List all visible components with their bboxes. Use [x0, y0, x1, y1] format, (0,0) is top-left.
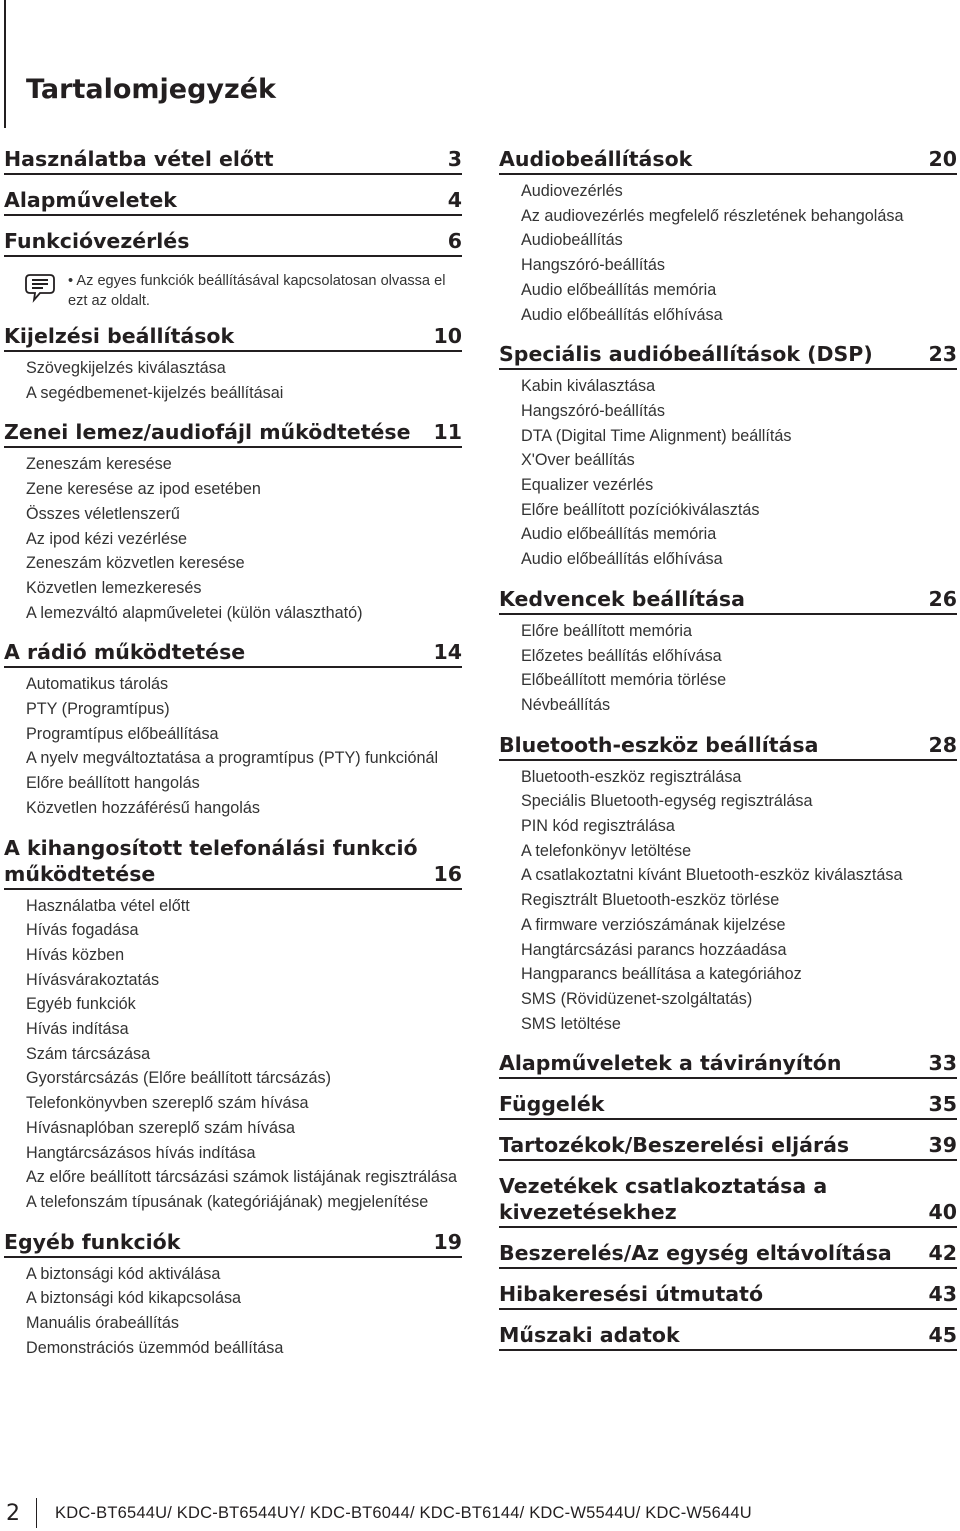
- page-number: 2: [6, 1500, 20, 1526]
- toc-heading-title: Audiobeállítások: [499, 147, 693, 171]
- toc-subitem[interactable]: A segédbemenet-kijelzés beállításai: [26, 383, 284, 402]
- toc-subitem[interactable]: PIN kód regisztrálása: [521, 817, 675, 836]
- toc-heading-title: Funkcióvezérlés: [4, 229, 190, 253]
- toc-heading[interactable]: [4, 146, 462, 175]
- toc-subitem[interactable]: SMS (Rövidüzenet-szolgáltatás): [521, 989, 753, 1008]
- toc-section: [499, 586, 957, 718]
- toc-heading-page: 16: [433, 861, 462, 886]
- toc-subitem[interactable]: A biztonsági kód aktiválása: [26, 1264, 221, 1283]
- note: [4, 269, 462, 311]
- toc-heading-title: Vezetékek csatlakoztatása a kivezetésekhez: [499, 1174, 828, 1225]
- toc-heading[interactable]: [4, 835, 462, 890]
- toc-subitem[interactable]: Közvetlen hozzáférésű hangolás: [26, 798, 260, 817]
- toc-subitem[interactable]: Audio előbeállítás memória: [521, 525, 717, 544]
- toc-heading[interactable]: [4, 187, 462, 216]
- toc-subitem[interactable]: Előre beállított pozíciókiválasztás: [521, 500, 760, 519]
- toc-heading-page: 45: [928, 1323, 957, 1348]
- toc-heading-page: 42: [928, 1241, 957, 1266]
- toc-subitem[interactable]: Demonstrációs üzemmód beállítása: [26, 1338, 284, 1357]
- toc-heading-page: 26: [928, 586, 957, 611]
- toc-heading[interactable]: [499, 586, 957, 615]
- toc-subitems: [4, 894, 462, 1215]
- toc-subitem[interactable]: DTA (Digital Time Alignment) beállítás: [521, 426, 792, 445]
- toc-section: [499, 1281, 957, 1310]
- toc-subitem[interactable]: Előzetes beállítás előhívása: [521, 646, 722, 665]
- toc-subitem[interactable]: Zeneszám közvetlen keresése: [26, 554, 245, 573]
- toc-subitem[interactable]: Zene keresése az ipod esetében: [26, 480, 261, 499]
- toc-subitem[interactable]: Hívásnaplóban szereplő szám hívása: [26, 1118, 296, 1137]
- toc-subitem[interactable]: Hívás fogadása: [26, 921, 139, 940]
- toc-heading-page: 4: [447, 188, 462, 212]
- toc-subitem[interactable]: A telefonkönyv letöltése: [521, 841, 692, 860]
- toc-heading-title: Tartozékok/Beszerelési eljárás: [499, 1133, 850, 1158]
- toc-heading[interactable]: [499, 341, 957, 370]
- toc-heading-page: 40: [928, 1200, 957, 1225]
- toc-subitem[interactable]: Előre beállított hangolás: [26, 774, 200, 793]
- toc-subitem[interactable]: Az előre beállított tárcsázási számok listájának regisztrálása: [26, 1168, 457, 1187]
- toc-section: [4, 323, 462, 405]
- toc-subitem[interactable]: Zeneszám keresése: [26, 455, 172, 474]
- toc-heading-page: 43: [928, 1282, 957, 1307]
- toc-subitem[interactable]: Hívás indítása: [26, 1020, 129, 1039]
- toc-subitem[interactable]: Speciális Bluetooth-egység regisztrálása: [521, 792, 813, 811]
- toc-heading-page: 33: [928, 1051, 957, 1076]
- toc-subitem[interactable]: Használatba vétel előtt: [26, 896, 190, 915]
- toc-section: [499, 732, 957, 1037]
- toc-heading[interactable]: [4, 228, 462, 257]
- toc-heading-title: Egyéb funkciók: [4, 1229, 181, 1254]
- toc-subitem[interactable]: Egyéb funkciók: [26, 995, 136, 1014]
- toc-heading[interactable]: [4, 639, 462, 668]
- toc-subitems: [499, 374, 957, 572]
- toc-subitem[interactable]: SMS letöltése: [521, 1014, 621, 1033]
- toc-subitem[interactable]: A telefonszám típusának (kategóriájának) megjelenítése: [26, 1192, 429, 1211]
- toc-heading-title: Kijelzési beállítások: [4, 324, 235, 348]
- toc-heading-title: Alapműveletek a távirányítón: [499, 1051, 842, 1076]
- toc-section: [4, 639, 462, 820]
- toc-heading-page: 10: [433, 324, 462, 348]
- toc-heading-title: Hibakeresési útmutató: [499, 1282, 764, 1307]
- toc-heading-page: 23: [928, 342, 957, 367]
- toc-section: [499, 1132, 957, 1161]
- toc-subitem[interactable]: X'Over beállítás: [521, 451, 635, 470]
- toc-subitem[interactable]: A firmware verziószámának kijelzése: [521, 915, 786, 934]
- toc-subitem[interactable]: Összes véletlenszerű: [26, 504, 180, 523]
- toc-subitem[interactable]: Szövegkijelzés kiválasztása: [26, 359, 226, 377]
- toc-section: [499, 341, 957, 572]
- toc-section: [4, 146, 462, 175]
- toc-subitem[interactable]: Hangparancs beállítása a kategóriához: [521, 965, 802, 984]
- model-list: KDC-BT6544U/ KDC-BT6544UY/ KDC-BT6044/ KDC-BT6144/ KDC-W5544U/ KDC-W5644U: [55, 1503, 752, 1522]
- speech-bubble-icon: [22, 269, 58, 305]
- toc-heading[interactable]: [499, 1050, 957, 1079]
- toc-heading-page: 11: [433, 420, 462, 445]
- toc-subitem[interactable]: Hívás közben: [26, 945, 125, 964]
- toc-heading[interactable]: [499, 146, 957, 175]
- toc-subitems: [4, 356, 462, 405]
- toc-subitems: [4, 452, 462, 625]
- toc-section: [499, 1240, 957, 1269]
- toc-right-column: [499, 146, 957, 1363]
- toc-heading[interactable]: [499, 1322, 957, 1351]
- toc-section: [4, 187, 462, 216]
- toc-heading-page: 20: [928, 147, 957, 171]
- toc-section: [499, 146, 957, 327]
- toc-subitem[interactable]: Névbeállítás: [521, 695, 611, 714]
- toc-subitem[interactable]: PTY (Programtípus): [26, 700, 170, 719]
- toc-heading-title: Beszerelés/Az egység eltávolítása: [499, 1241, 892, 1266]
- toc-subitem[interactable]: Szám tárcsázása: [26, 1044, 151, 1063]
- toc-heading-title: Bluetooth-eszköz beállítása: [499, 732, 819, 757]
- toc-subitem[interactable]: Bluetooth-eszköz regisztrálása: [521, 767, 742, 786]
- toc-subitem[interactable]: Hangtárcsázásos hívás indítása: [26, 1143, 256, 1162]
- toc-heading[interactable]: [4, 323, 462, 352]
- toc-heading-title: Használatba vétel előtt: [4, 147, 274, 171]
- toc-subitem[interactable]: Audiobeállítás: [521, 231, 623, 250]
- toc-section: [499, 1173, 957, 1228]
- toc-subitem[interactable]: Az ipod kézi vezérlése: [26, 529, 188, 548]
- toc-subitem[interactable]: Közvetlen lemezkeresés: [26, 578, 202, 597]
- toc-heading-title: A rádió működtetése: [4, 640, 246, 665]
- note-text: • Az egyes funkciók beállításával kapcsolatosan olvassa el ezt az oldalt.: [68, 273, 446, 309]
- margin-rule: [4, 0, 6, 128]
- toc-section: [499, 1322, 957, 1351]
- toc-subitem[interactable]: A nyelv megváltoztatása a programtípus (PTY) funkciónál: [26, 749, 439, 768]
- toc-heading-title: Függelék: [499, 1092, 605, 1117]
- toc-heading[interactable]: [499, 732, 957, 761]
- toc-heading-page: 6: [447, 229, 462, 253]
- toc-heading[interactable]: [4, 419, 462, 448]
- toc-subitem[interactable]: Automatikus tárolás: [26, 675, 169, 694]
- toc-heading[interactable]: [4, 1229, 462, 1258]
- toc-subitem[interactable]: Programtípus előbeállítása: [26, 724, 219, 743]
- toc-section: [4, 835, 462, 1215]
- toc-subitem[interactable]: A csatlakoztatni kívánt Bluetooth-eszköz kiválasztása: [521, 866, 903, 885]
- toc-subitems: [4, 1262, 462, 1361]
- toc-section: [499, 1091, 957, 1120]
- toc-heading[interactable]: [499, 1091, 957, 1120]
- toc-heading[interactable]: [499, 1240, 957, 1269]
- toc-heading-title: Zenei lemez/audiofájl működtetése: [4, 420, 411, 445]
- toc-subitem[interactable]: Előbeállított memória törlése: [521, 671, 727, 690]
- toc-subitem[interactable]: Audio előbeállítás előhívása: [521, 305, 723, 324]
- toc-heading[interactable]: [499, 1173, 957, 1228]
- toc-subitem[interactable]: Hangszóró-beállítás: [521, 256, 665, 275]
- toc-heading-page: 19: [433, 1229, 462, 1254]
- toc-heading-page: 3: [447, 147, 462, 171]
- footer-divider: [36, 1498, 37, 1528]
- toc-heading[interactable]: [499, 1132, 957, 1161]
- toc-subitems: [499, 179, 957, 327]
- toc-subitems: [499, 619, 957, 718]
- toc-subitem[interactable]: Regisztrált Bluetooth-eszköz törlése: [521, 891, 780, 910]
- toc-heading-page: 35: [928, 1092, 957, 1117]
- toc-heading-page: 28: [928, 732, 957, 757]
- toc-subitem[interactable]: Hangszóró-beállítás: [521, 401, 665, 420]
- toc-heading[interactable]: [499, 1281, 957, 1310]
- toc-subitem[interactable]: Hangtárcsázási parancs hozzáadása: [521, 940, 787, 959]
- toc-section: [4, 228, 462, 257]
- toc-heading-page: 14: [433, 640, 462, 665]
- toc-subitem[interactable]: Kabin kiválasztása: [521, 377, 656, 396]
- toc-subitems: [4, 672, 462, 820]
- toc-heading-title: Műszaki adatok: [499, 1323, 680, 1348]
- toc-subitem[interactable]: A biztonsági kód kikapcsolása: [26, 1289, 242, 1308]
- toc-heading-title: Kedvencek beállítása: [499, 586, 745, 611]
- toc-subitem[interactable]: Az audiovezérlés megfelelő részletének behangolása: [521, 206, 904, 225]
- page-title: Tartalomjegyzék: [26, 74, 277, 105]
- toc-subitem[interactable]: Audio előbeállítás memória: [521, 280, 717, 299]
- toc-subitem[interactable]: Gyorstárcsázás (Előre beállított tárcsázás): [26, 1069, 331, 1088]
- toc-heading-title: A kihangosított telefonálási funkció működtetése: [4, 835, 418, 886]
- toc-subitems: [499, 765, 957, 1037]
- toc-heading-title: Speciális audióbeállítások (DSP): [499, 342, 873, 367]
- toc-subitem[interactable]: A lemezváltó alapműveletei (külön választható): [26, 603, 363, 622]
- toc-subitem[interactable]: Előre beállított memória: [521, 621, 692, 640]
- toc-heading-title: Alapműveletek: [4, 188, 177, 212]
- toc-subitem[interactable]: Telefonkönyvben szereplő szám hívása: [26, 1094, 309, 1113]
- toc-subitem[interactable]: Audiovezérlés: [521, 182, 623, 200]
- toc-section: [4, 419, 462, 625]
- toc-subitem[interactable]: Equalizer vezérlés: [521, 476, 654, 495]
- toc-subitem[interactable]: Audio előbeállítás előhívása: [521, 550, 723, 569]
- toc-section: [499, 1050, 957, 1079]
- footer: [0, 1496, 960, 1530]
- toc-subitem[interactable]: Hívásvárakoztatás: [26, 970, 160, 989]
- toc-left-column: [4, 146, 462, 1375]
- toc-heading-page: 39: [928, 1133, 957, 1158]
- toc-subitem[interactable]: Manuális órabeállítás: [26, 1314, 179, 1333]
- toc-section: [4, 1229, 462, 1361]
